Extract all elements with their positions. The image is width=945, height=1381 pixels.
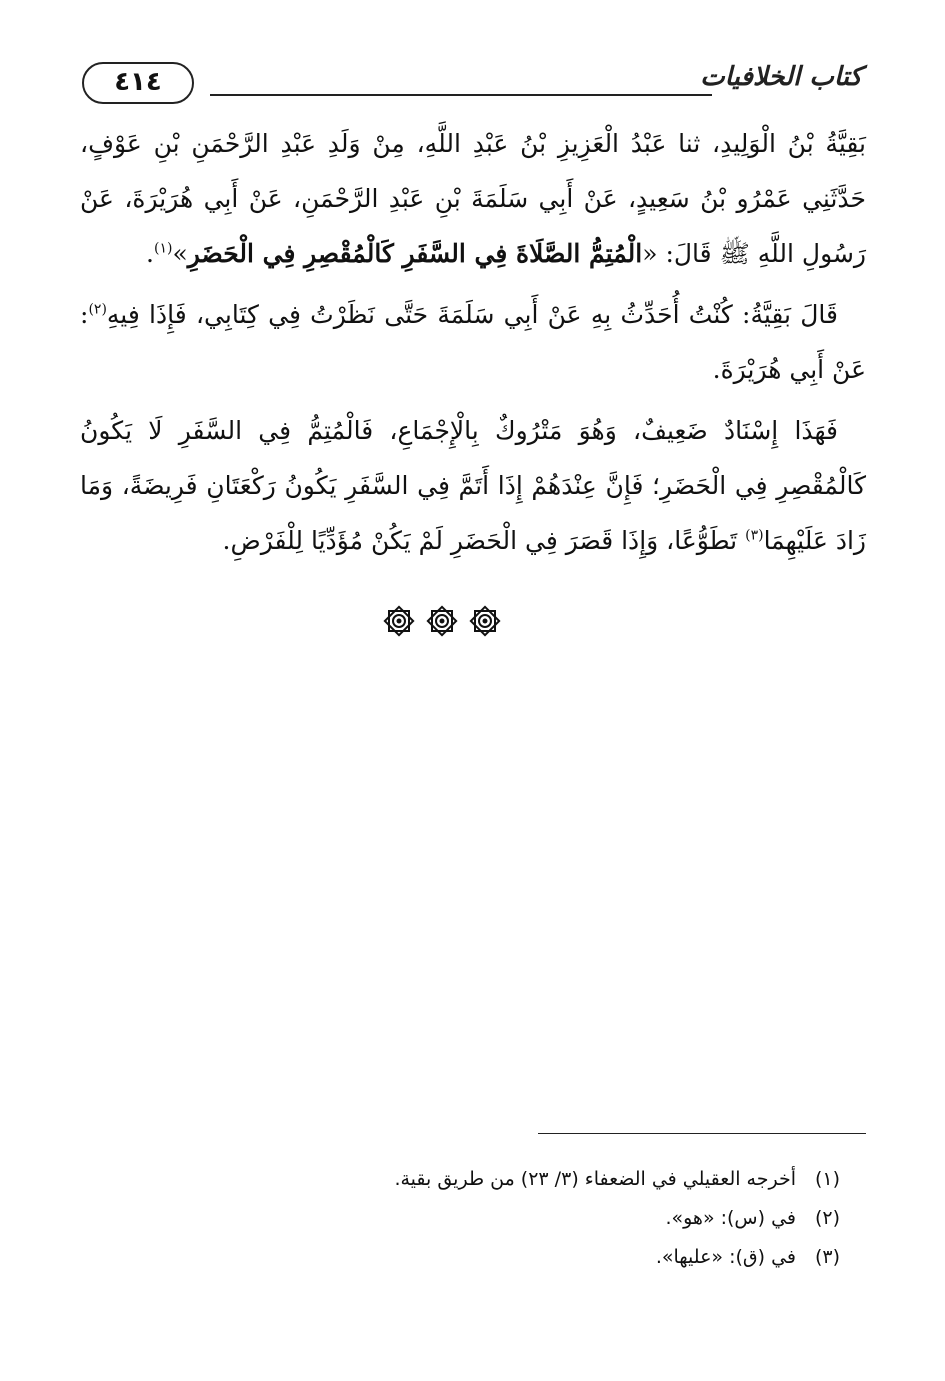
footnote-text: في (ق): «عليها». [655,1246,796,1268]
paragraph-baqiyya [80,287,866,397]
main-text [80,116,866,568]
commentary-text: فَهَذَا إِسْنَادٌ ضَعِيفٌ، وَهُوَ مَتْرُوكٌ بِالْإِجْمَاعِ، فَالْمُتِمُّ فِي السَّفَرِ لَا يَكُونُ كَالْمُقْصِرِ فِي الْحَضَرِ؛ فَإِنَّ عِنْدَهُمْ إِذَا أَتَمَّ فِي السَّفَرِ يَكُونُ رَكْعَتَانِ فَرِيضَةً، وَمَا زَادَ عَلَيْهِمَا [80,416,866,555]
footnote-ref-3: (٣) [745,527,764,544]
header-rule [210,94,712,96]
rosette-ornament-icon [425,604,459,638]
hadith-chain: بَقِيَّةُ بْنُ الْوَلِيدِ، ثنا عَبْدُ الْعَزِيزِ بْنُ عَبْدِ اللَّهِ، مِنْ وَلَدِ عَبْدِ الرَّحْمَنِ بْنِ عَوْفٍ، حَدَّثَنِي عَمْرُو بْنُ سَعِيدٍ، عَنْ أَبِي سَلَمَةَ بْنِ عَبْدِ الرَّحْمَنِ، عَنْ أَبِي هُرَيْرَةَ، عَنْ رَسُولِ اللَّهِ ﷺ قَالَ: « [80,129,866,268]
page-header [82,58,862,108]
page-number: ٤١٤ [82,62,194,104]
baqiyya-statement: قَالَ بَقِيَّةُ: كُنْتُ أُحَدِّثُ بِهِ عَنْ أَبِي سَلَمَةَ حَتَّى نَظَرْتُ فِي كِتَابِي، فَإِذَا فِيهِ [106,300,838,329]
book-title: كتاب الخلافيات [700,62,862,92]
sentence-end: . [146,239,154,268]
rosette-ornament-icon [468,604,502,638]
footnote-item [300,1160,840,1199]
footnote-item [300,1238,840,1277]
footnote-number: (٣) [814,1246,840,1268]
section-end-ornaments [382,604,502,640]
paragraph-hadith [80,116,866,281]
footnotes [300,1160,840,1277]
footnote-item [300,1199,840,1238]
rosette-ornament-icon [382,604,416,638]
footnote-text: أخرجه العقيلي في الضعفاء (٣/ ٢٣) من طريق بقية. [394,1168,796,1190]
footnote-ref-2: (٢) [88,301,107,318]
quote-close: » [172,239,188,268]
paragraph-commentary [80,403,866,568]
footnote-ref-1: (١) [154,240,173,257]
footnote-text: في (س): «هو». [665,1207,796,1229]
footnote-number: (١) [814,1168,840,1190]
hadith-matn: الْمُتِمُّ الصَّلَاةَ فِي السَّفَرِ كَالْمُقْصِرِ فِي الْحَضَرِ [187,239,643,268]
footnote-separator [538,1133,866,1134]
baqiyya-end: : عَنْ أَبِي هُرَيْرَةَ. [80,300,866,384]
commentary-end: تَطَوُّعًا، وَإِذَا قَصَرَ فِي الْحَضَرِ لَمْ يَكُنْ مُؤَدِّيًا لِلْفَرْضِ. [222,526,746,555]
footnote-number: (٢) [814,1207,840,1229]
